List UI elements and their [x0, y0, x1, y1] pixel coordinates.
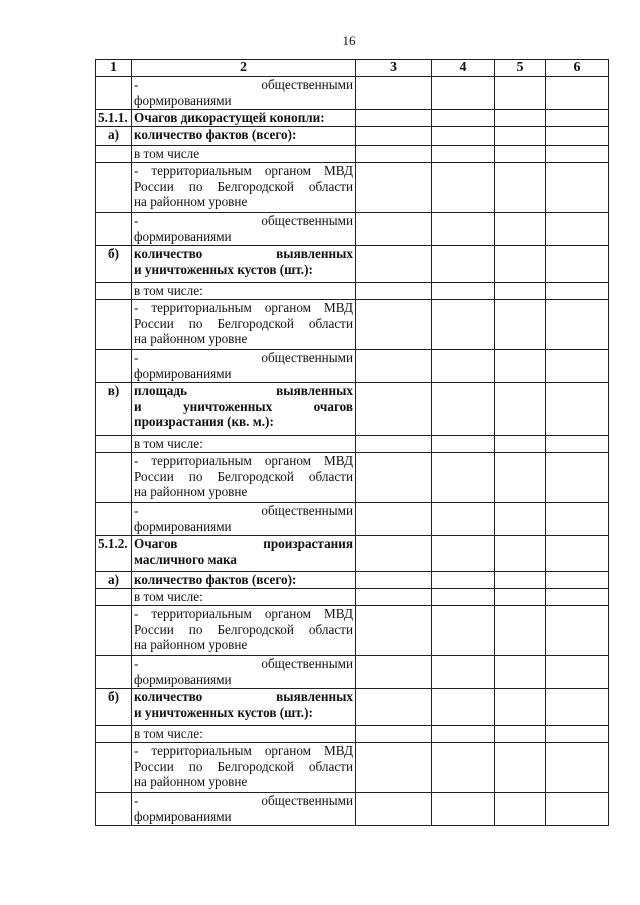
row-description-cell: [132, 503, 356, 536]
row-description-cell: [132, 726, 356, 743]
value-cell-col-6: [546, 350, 609, 383]
value-cell-col-5: [495, 213, 546, 246]
description-line: площадь выявленных: [134, 383, 353, 398]
row-number-cell: [96, 656, 132, 689]
table-row: [96, 503, 609, 536]
value-cell-col-6: [546, 503, 609, 536]
value-cell-col-3: [356, 453, 432, 503]
value-cell-col-5: [495, 77, 546, 110]
row-number-cell: [96, 300, 132, 350]
description-line: - общественными: [134, 656, 353, 671]
description-line: - территориальным органом МВД: [134, 300, 353, 315]
description-line: и уничтоженных кустов (шт.):: [134, 704, 313, 720]
row-description-cell: [132, 283, 356, 300]
description-line: в том числе:: [134, 726, 203, 741]
value-cell-col-5: [495, 300, 546, 350]
value-cell-col-3: [356, 163, 432, 213]
page-number: 16: [342, 33, 356, 48]
value-cell-col-3: [356, 283, 432, 300]
value-cell-col-4: [432, 689, 495, 726]
value-cell-col-6: [546, 656, 609, 689]
value-cell-col-4: [432, 503, 495, 536]
value-cell-col-4: [432, 589, 495, 606]
value-cell-col-4: [432, 453, 495, 503]
row-number-cell: [96, 589, 132, 606]
row-number-cell: [96, 606, 132, 656]
row-number-cell: 5.1.2.: [96, 536, 132, 572]
description-line: формированиями: [134, 228, 232, 244]
value-cell-col-5: [495, 606, 546, 656]
value-cell-col-6: [546, 77, 609, 110]
value-cell-col-3: [356, 743, 432, 793]
row-number-cell: [96, 283, 132, 300]
row-number-cell: б): [96, 246, 132, 283]
description-line: на районном уровне: [134, 194, 248, 209]
value-cell-col-4: [432, 606, 495, 656]
row-description-cell: [132, 350, 356, 383]
description-line: - общественными: [134, 503, 353, 518]
description-line: в том числе:: [134, 589, 203, 604]
value-cell-col-6: [546, 213, 609, 246]
header-cell-4: 4: [432, 60, 495, 77]
table-row: [96, 726, 609, 743]
header-cell-3: 3: [356, 60, 432, 77]
value-cell-col-5: [495, 743, 546, 793]
report-table: [95, 59, 609, 826]
value-cell-col-5: [495, 246, 546, 283]
description-line: на районном уровне: [134, 484, 248, 499]
value-cell-col-3: [356, 536, 432, 572]
description-line: - территориальным органом МВД: [134, 606, 353, 621]
row-description-cell: [132, 300, 356, 350]
description-line: России по Белгородской области: [134, 315, 353, 331]
value-cell-col-5: [495, 146, 546, 163]
value-cell-col-4: [432, 656, 495, 689]
value-cell-col-6: [546, 127, 609, 146]
row-description-cell: [132, 127, 356, 146]
value-cell-col-5: [495, 572, 546, 589]
table-row: [96, 127, 609, 146]
value-cell-col-3: [356, 503, 432, 536]
value-cell-col-6: [546, 689, 609, 726]
value-cell-col-6: [546, 536, 609, 572]
table-row: [96, 536, 609, 572]
value-cell-col-3: [356, 146, 432, 163]
value-cell-col-5: [495, 726, 546, 743]
table-row: [96, 383, 609, 436]
description-line: количество фактов (всего):: [134, 572, 297, 587]
row-description-cell: [132, 163, 356, 213]
value-cell-col-6: [546, 300, 609, 350]
value-cell-col-6: [546, 283, 609, 300]
row-number-cell: в): [96, 383, 132, 436]
value-cell-col-6: [546, 743, 609, 793]
value-cell-col-6: [546, 606, 609, 656]
value-cell-col-4: [432, 572, 495, 589]
description-line: в том числе:: [134, 436, 203, 451]
description-line: на районном уровне: [134, 637, 248, 652]
description-line: России по Белгородской области: [134, 178, 353, 194]
row-description-cell: [132, 589, 356, 606]
value-cell-col-6: [546, 453, 609, 503]
value-cell-col-3: [356, 213, 432, 246]
value-cell-col-5: [495, 163, 546, 213]
description-line: на районном уровне: [134, 774, 248, 789]
value-cell-col-5: [495, 689, 546, 726]
row-description-cell: [132, 689, 356, 726]
row-number-cell: а): [96, 127, 132, 146]
description-line: - общественными: [134, 350, 353, 365]
row-description-cell: [132, 383, 356, 436]
value-cell-col-5: [495, 110, 546, 127]
value-cell-col-3: [356, 589, 432, 606]
table-row: [96, 77, 609, 110]
description-line: формированиями: [134, 671, 232, 687]
value-cell-col-3: [356, 606, 432, 656]
row-number-cell: [96, 146, 132, 163]
value-cell-col-4: [432, 743, 495, 793]
description-line: и уничтоженных очагов: [134, 398, 353, 414]
value-cell-col-3: [356, 656, 432, 689]
row-number-cell: [96, 726, 132, 743]
value-cell-col-5: [495, 536, 546, 572]
row-number-cell: б): [96, 689, 132, 726]
description-line: на районном уровне: [134, 331, 248, 346]
row-description-cell: [132, 793, 356, 826]
value-cell-col-3: [356, 726, 432, 743]
value-cell-col-5: [495, 436, 546, 453]
row-description-cell: [132, 656, 356, 689]
header-cell-2: 2: [132, 60, 356, 77]
header-row: [96, 60, 609, 77]
row-number-cell: [96, 793, 132, 826]
description-line: России по Белгородской области: [134, 468, 353, 484]
row-description-cell: [132, 606, 356, 656]
value-cell-col-6: [546, 163, 609, 213]
description-line: России по Белгородской области: [134, 621, 353, 637]
value-cell-col-5: [495, 589, 546, 606]
row-number-cell: [96, 436, 132, 453]
table-row: [96, 283, 609, 300]
table-row: [96, 689, 609, 726]
table-row: [96, 436, 609, 453]
row-description-cell: [132, 572, 356, 589]
row-number-cell: [96, 163, 132, 213]
value-cell-col-5: [495, 656, 546, 689]
value-cell-col-5: [495, 283, 546, 300]
row-number-cell: 5.1.1.: [96, 110, 132, 127]
value-cell-col-6: [546, 436, 609, 453]
table-row: [96, 110, 609, 127]
row-description-cell: [132, 213, 356, 246]
description-line: - территориальным органом МВД: [134, 743, 353, 758]
description-line: - общественными: [134, 793, 353, 808]
header-cell-1: 1: [96, 60, 132, 77]
value-cell-col-5: [495, 127, 546, 146]
value-cell-col-3: [356, 383, 432, 436]
description-line: - общественными: [134, 77, 353, 92]
row-number-cell: а): [96, 572, 132, 589]
description-line: России по Белгородской области: [134, 758, 353, 774]
row-description-cell: [132, 146, 356, 163]
table-row: [96, 213, 609, 246]
value-cell-col-3: [356, 689, 432, 726]
value-cell-col-3: [356, 793, 432, 826]
description-line: в том числе: [134, 146, 200, 161]
table-row: [96, 656, 609, 689]
value-cell-col-4: [432, 246, 495, 283]
table-row: [96, 743, 609, 793]
value-cell-col-3: [356, 572, 432, 589]
table-row: [96, 606, 609, 656]
row-description-cell: [132, 743, 356, 793]
description-line: формированиями: [134, 365, 232, 381]
value-cell-col-6: [546, 726, 609, 743]
value-cell-col-4: [432, 146, 495, 163]
value-cell-col-4: [432, 77, 495, 110]
value-cell-col-4: [432, 383, 495, 436]
value-cell-col-5: [495, 503, 546, 536]
value-cell-col-4: [432, 127, 495, 146]
table-row: [96, 146, 609, 163]
description-line: количество выявленных: [134, 689, 353, 704]
row-number-cell: [96, 350, 132, 383]
value-cell-col-6: [546, 110, 609, 127]
description-line: Очагов произрастания: [134, 536, 353, 551]
value-cell-col-3: [356, 246, 432, 283]
value-cell-col-3: [356, 77, 432, 110]
description-line: произрастания (кв. м.):: [134, 414, 274, 429]
description-line: и уничтоженных кустов (шт.):: [134, 261, 313, 277]
value-cell-col-4: [432, 213, 495, 246]
value-cell-col-3: [356, 300, 432, 350]
table-row: [96, 163, 609, 213]
description-line: Очагов дикорастущей конопли:: [134, 110, 325, 125]
value-cell-col-5: [495, 453, 546, 503]
value-cell-col-3: [356, 350, 432, 383]
description-line: в том числе:: [134, 283, 203, 298]
value-cell-col-6: [546, 383, 609, 436]
value-cell-col-4: [432, 110, 495, 127]
table-row: [96, 589, 609, 606]
description-line: формированиями: [134, 808, 232, 824]
value-cell-col-6: [546, 146, 609, 163]
row-description-cell: [132, 246, 356, 283]
value-cell-col-4: [432, 726, 495, 743]
row-description-cell: [132, 536, 356, 572]
table-row: [96, 793, 609, 826]
value-cell-col-4: [432, 436, 495, 453]
value-cell-col-5: [495, 383, 546, 436]
value-cell-col-4: [432, 300, 495, 350]
value-cell-col-4: [432, 350, 495, 383]
row-description-cell: [132, 77, 356, 110]
description-line: формированиями: [134, 518, 232, 534]
description-line: формированиями: [134, 92, 232, 108]
row-description-cell: [132, 436, 356, 453]
table-row: [96, 300, 609, 350]
table-row: [96, 350, 609, 383]
row-number-cell: [96, 213, 132, 246]
description-line: - общественными: [134, 213, 353, 228]
value-cell-col-6: [546, 793, 609, 826]
table-row: [96, 453, 609, 503]
value-cell-col-6: [546, 589, 609, 606]
value-cell-col-3: [356, 436, 432, 453]
value-cell-col-4: [432, 536, 495, 572]
table-row: [96, 572, 609, 589]
description-line: масличного мака: [134, 551, 237, 567]
value-cell-col-6: [546, 572, 609, 589]
description-line: - территориальным органом МВД: [134, 453, 353, 468]
row-number-cell: [96, 503, 132, 536]
description-line: количество выявленных: [134, 246, 353, 261]
value-cell-col-6: [546, 246, 609, 283]
description-line: - территориальным органом МВД: [134, 163, 353, 178]
row-number-cell: [96, 77, 132, 110]
row-number-cell: [96, 743, 132, 793]
value-cell-col-5: [495, 793, 546, 826]
table-row: [96, 246, 609, 283]
header-cell-5: 5: [495, 60, 546, 77]
value-cell-col-3: [356, 127, 432, 146]
row-description-cell: [132, 453, 356, 503]
value-cell-col-4: [432, 793, 495, 826]
value-cell-col-3: [356, 110, 432, 127]
row-number-cell: [96, 453, 132, 503]
description-line: количество фактов (всего):: [134, 127, 297, 142]
row-description-cell: [132, 110, 356, 127]
value-cell-col-4: [432, 163, 495, 213]
header-cell-6: 6: [546, 60, 609, 77]
value-cell-col-4: [432, 283, 495, 300]
value-cell-col-5: [495, 350, 546, 383]
